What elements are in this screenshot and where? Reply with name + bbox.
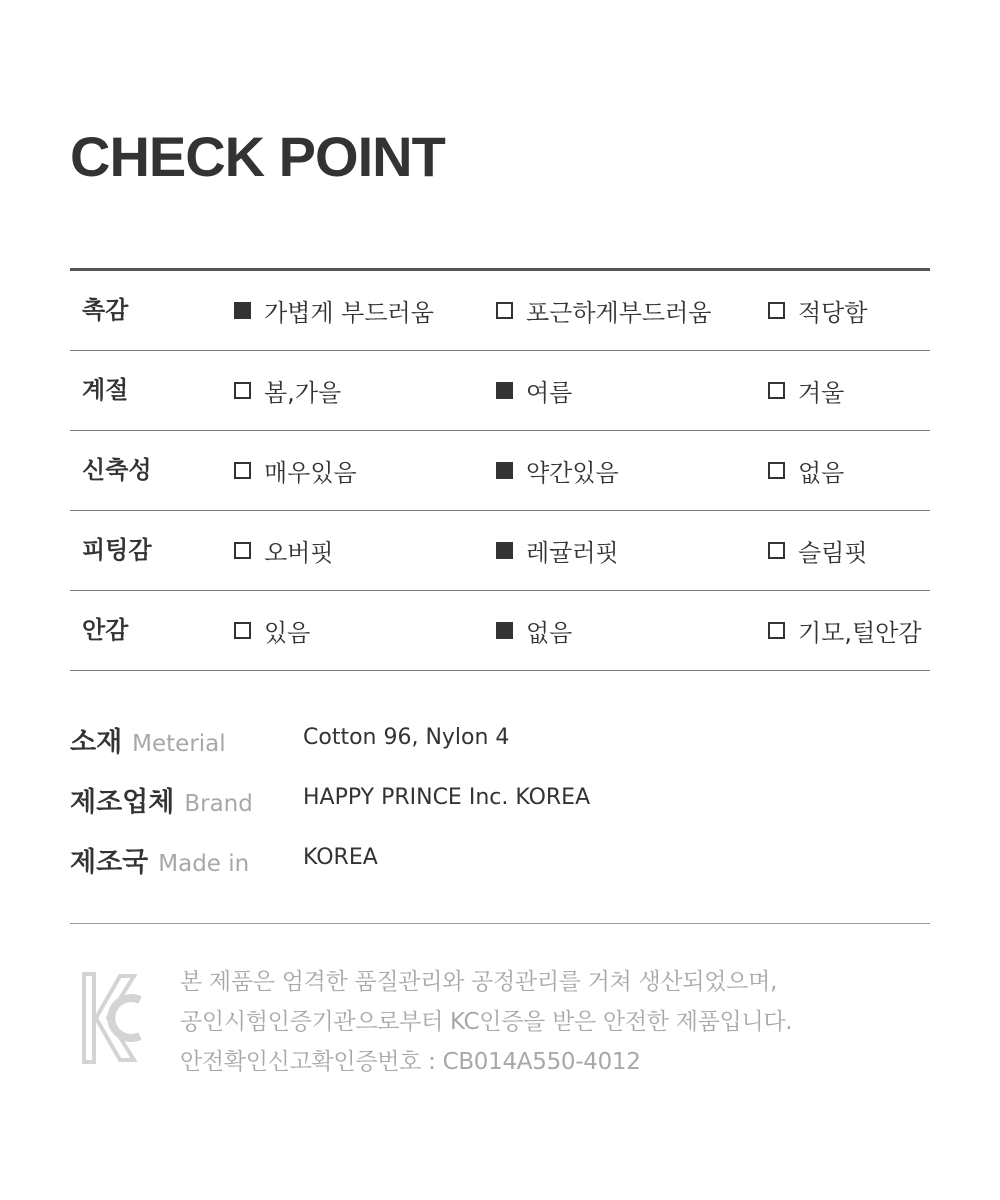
option-label: 슬림핏: [798, 539, 868, 567]
info-label-ko: 소재: [70, 727, 123, 758]
row-label: 촉감: [82, 296, 129, 324]
kc-mark-icon: [82, 972, 144, 1064]
check-option: [768, 351, 844, 430]
option-label: 가볍게 부드러움: [264, 299, 434, 327]
check-option: [234, 271, 434, 350]
checkbox-icon: [496, 302, 513, 319]
info-row-material: [70, 712, 930, 772]
table-row: [70, 351, 930, 431]
option-label: 매우있음: [264, 459, 357, 487]
checkbox-icon: [768, 382, 785, 399]
info-label: [70, 780, 253, 819]
option-label: 기모,털안감: [798, 619, 922, 647]
option-label: 봄,가을: [264, 379, 342, 407]
check-option: [496, 351, 572, 430]
check-option: [768, 431, 844, 510]
info-label-ko: 제조업체: [70, 787, 175, 818]
check-point-table: [70, 268, 930, 671]
option-label: 있음: [264, 619, 311, 647]
check-option: [234, 511, 334, 590]
check-option: [496, 511, 619, 590]
option-label: 레귤러핏: [526, 539, 619, 567]
checkbox-icon: [234, 622, 251, 639]
row-label: 신축성: [82, 456, 152, 484]
table-row: [70, 431, 930, 511]
info-label-ko: 제조국: [70, 847, 149, 878]
checkbox-icon: [496, 382, 513, 399]
checkbox-icon: [768, 542, 785, 559]
check-option: [234, 431, 357, 510]
row-label: 안감: [82, 616, 129, 644]
checkbox-icon: [768, 622, 785, 639]
option-label: 적당함: [798, 299, 868, 327]
option-label: 포근하게부드러움: [526, 299, 712, 327]
info-label-en: Made in: [158, 851, 250, 877]
checkbox-icon: [234, 542, 251, 559]
option-label: 약간있음: [526, 459, 619, 487]
info-value: Cotton 96, Nylon 4: [303, 725, 510, 750]
row-label: 계절: [82, 376, 129, 404]
table-row: [70, 271, 930, 351]
cert-line: 본 제품은 엄격한 품질관리와 공정관리를 거쳐 생산되었으며,: [180, 969, 778, 995]
checkbox-icon: [496, 622, 513, 639]
info-label-en: Brand: [184, 791, 253, 817]
check-option: [496, 271, 711, 350]
section-divider: [70, 923, 930, 924]
table-row: [70, 591, 930, 671]
checkbox-icon: [234, 382, 251, 399]
checkbox-icon: [234, 302, 251, 319]
check-option: [496, 431, 619, 510]
row-label: 피팅감: [82, 536, 152, 564]
info-label: [70, 840, 249, 879]
cert-line: 안전확인신고확인증번호 : CB014A550-4012: [180, 1049, 641, 1075]
check-option: [768, 271, 868, 350]
checkbox-icon: [768, 462, 785, 479]
check-option: [234, 591, 310, 670]
checkbox-icon: [768, 302, 785, 319]
option-label: 없음: [798, 459, 845, 487]
option-label: 없음: [526, 619, 573, 647]
product-info: [70, 712, 930, 892]
page-title: CHECK POINT: [70, 125, 445, 188]
info-label: [70, 720, 226, 759]
check-option: [234, 351, 341, 430]
info-label-en: Meterial: [132, 731, 226, 757]
check-option: [768, 591, 922, 670]
info-value: KOREA: [303, 845, 378, 870]
cert-line: 공인시험인증기관으로부터 KC인증을 받은 안전한 제품입니다.: [180, 1009, 793, 1035]
check-option: [496, 591, 572, 670]
checkbox-icon: [496, 462, 513, 479]
checkbox-icon: [234, 462, 251, 479]
table-row: [70, 511, 930, 591]
check-option: [768, 511, 868, 590]
info-row-brand: [70, 772, 930, 832]
checkbox-icon: [496, 542, 513, 559]
info-row-origin: [70, 832, 930, 892]
option-label: 겨울: [798, 379, 845, 407]
info-value: HAPPY PRINCE Inc. KOREA: [303, 785, 591, 810]
option-label: 여름: [526, 379, 573, 407]
option-label: 오버핏: [264, 539, 334, 567]
certification-text: [180, 962, 940, 1082]
